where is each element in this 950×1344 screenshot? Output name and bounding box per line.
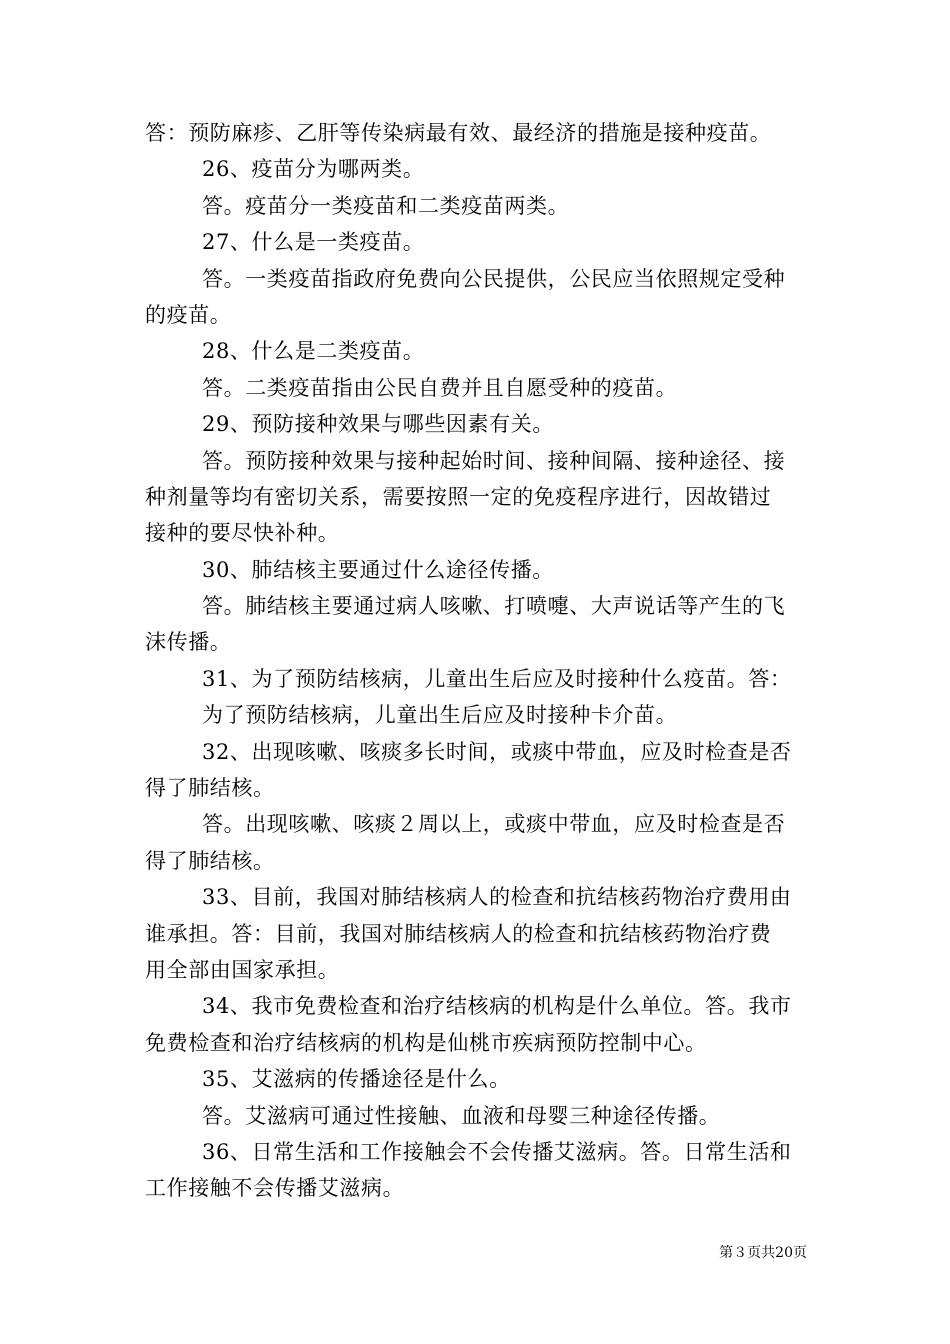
text-line: 答。预防接种效果与接种起始时间、接种间隔、接种途径、接: [202, 448, 786, 473]
text-line: 32、出现咳嗽、咳痰多长时间，或痰中带血，应及时检查是否: [202, 739, 792, 764]
text-line: 35、艾滋病的传播途径是什么。: [202, 1067, 511, 1092]
text-line: 工作接触不会传播艾滋病。: [145, 1176, 405, 1201]
text-line: 用全部由国家承担。: [145, 957, 340, 982]
text-line: 答。艾滋病可通过性接触、血液和母婴三种途径传播。: [202, 1103, 721, 1128]
text-line: 答。出现咳嗽、咳痰２周以上，或痰中带血，应及时检查是否: [202, 812, 786, 837]
text-line: 沫传播。: [145, 630, 232, 655]
text-line: 答。疫苗分一类疫苗和二类疫苗两类。: [202, 193, 570, 218]
text-line: 28、什么是二类疫苗。: [202, 339, 425, 364]
text-line: 27、什么是一类疫苗。: [202, 230, 425, 255]
text-line: 34、我市免费检查和治疗结核病的机构是什么单位。答。我市: [202, 994, 792, 1019]
text-line: 种剂量等均有密切关系，需要按照一定的免疫程序进行，因故错过: [145, 484, 772, 509]
text-line: 答：预防麻疹、乙肝等传染病最有效、最经济的措施是接种疫苗。: [145, 121, 772, 145]
text-line: 29、预防接种效果与哪些因素有关。: [202, 412, 554, 437]
text-line: 谁承担。答：目前，我国对肺结核病人的检查和抗结核药物治疗费: [145, 921, 772, 946]
text-line: 免费检查和治疗结核病的机构是仙桃市疾病预防控制中心。: [145, 1030, 707, 1055]
text-line: 36、日常生活和工作接触会不会传播艾滋病。答。日常生活和: [202, 1139, 792, 1164]
text-line: 的疫苗。: [145, 302, 232, 327]
text-line: 33、目前，我国对肺结核病人的检查和抗结核药物治疗费用由: [202, 885, 792, 910]
text-line: 接种的要尽快补种。: [145, 521, 340, 546]
text-line: 答。一类疫苗指政府免费向公民提供，公民应当依照规定受种: [202, 266, 786, 291]
page-number-footer: 第３页共20页: [719, 1245, 807, 1261]
text-line: 26、疫苗分为哪两类。: [202, 157, 425, 182]
text-line: 得了肺结核。: [145, 776, 275, 801]
text-line: 答。肺结核主要通过病人咳嗽、打喷嚏、大声说话等产生的飞: [202, 594, 786, 619]
text-line: 31、为了预防结核病，儿童出生后应及时接种什么疫苗。答：: [202, 666, 792, 691]
document-body: [145, 115, 810, 1207]
text-line: 答。二类疫苗指由公民自费并且自愿受种的疫苗。: [202, 375, 678, 400]
text-line: 30、肺结核主要通过什么途径传播。: [202, 557, 554, 582]
text-line: 为了预防结核病，儿童出生后应及时接种卡介苗。: [202, 703, 678, 728]
text-line: 得了肺结核。: [145, 848, 275, 873]
